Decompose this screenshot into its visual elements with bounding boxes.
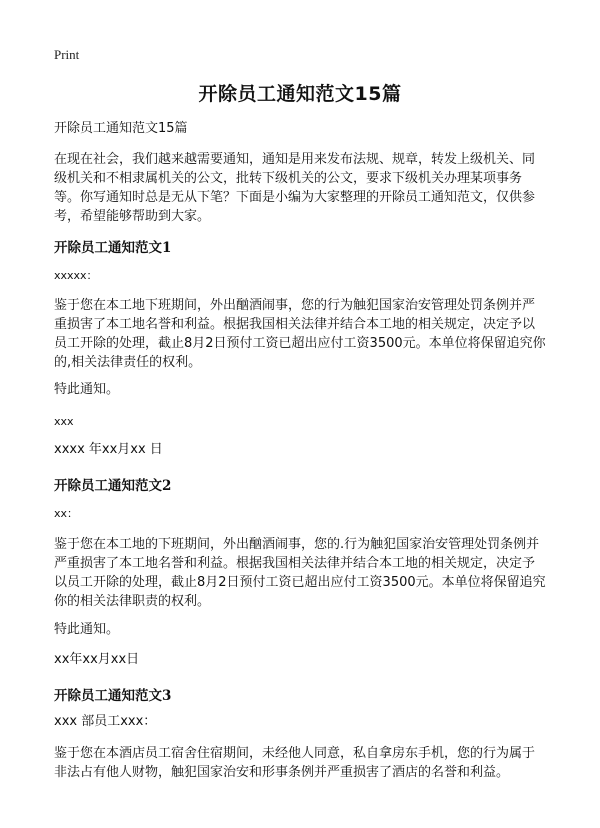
section-2-salutation: xx： — [54, 507, 79, 520]
section-2-heading: 开除员工通知范文2 — [54, 478, 172, 494]
section-2-date: xx年xx月xx日 — [54, 652, 140, 667]
page-title: 开除员工通知范文15篇 — [198, 83, 402, 105]
section-3-heading: 开除员工通知范文3 — [54, 688, 172, 704]
section-2-closing: 特此通知。 — [54, 622, 120, 637]
section-1-body: 鉴于您在本工地下班期间，外出酗酒闹事，您的行为触犯国家治安管理处罚条例并严重损害了本工地名誉和利益。根据我国相关法律并结合本工地的相关规定，决定予以员工开除的处理，截止8月2日预付工资已超出应付工资3500元。本单位将保留追究你的,相关法律责任的权利。 — [54, 298, 546, 370]
section-1-salutation: xxxxx： — [54, 269, 98, 282]
section-1-date: xxxx 年xx月xx 日 — [54, 442, 163, 457]
section-1-closing: 特此通知。 — [54, 382, 120, 397]
print-label[interactable]: Print — [54, 47, 80, 62]
section-3-body: 鉴于您在本酒店员工宿舍住宿期间，未经他人同意，私自拿房东手机，您的行为属于非法占有他人财物，触犯国家治安和形事条例并严重损害了酒店的名誉和利益。 — [54, 746, 536, 780]
intro-paragraph: 在现在社会，我们越来越需要通知，通知是用来发布法规、规章，转发上级机关、同级机关和不相隶属机关的公文，批转下级机关的公文，要求下级机关办理某项事务等。你写通知时总是无从下笔？下面是小编为大家整理的开除员工通知范文，仅供参考，希望能够帮助到大家。 — [54, 152, 536, 224]
section-2-body: 鉴于您在本工地的下班期间，外出酗酒闹事，您的.行为触犯国家治安管理处罚条例并严重损害了本工地名誉和利益。根据我国相关法律并结合本工地的相关规定，决定予以员工开除的处理，截止8月2日预付工资已超出应付工资3500元。本单位将保留追究你的相关法律职责的权利。 — [54, 537, 546, 609]
section-1-heading: 开除员工通知范文1 — [54, 240, 172, 256]
section-3-salutation: xxx 部员工xxx： — [54, 714, 157, 729]
document-subtitle: 开除员工通知范文15篇 — [54, 121, 188, 136]
section-1-signer: xxx — [54, 415, 74, 428]
